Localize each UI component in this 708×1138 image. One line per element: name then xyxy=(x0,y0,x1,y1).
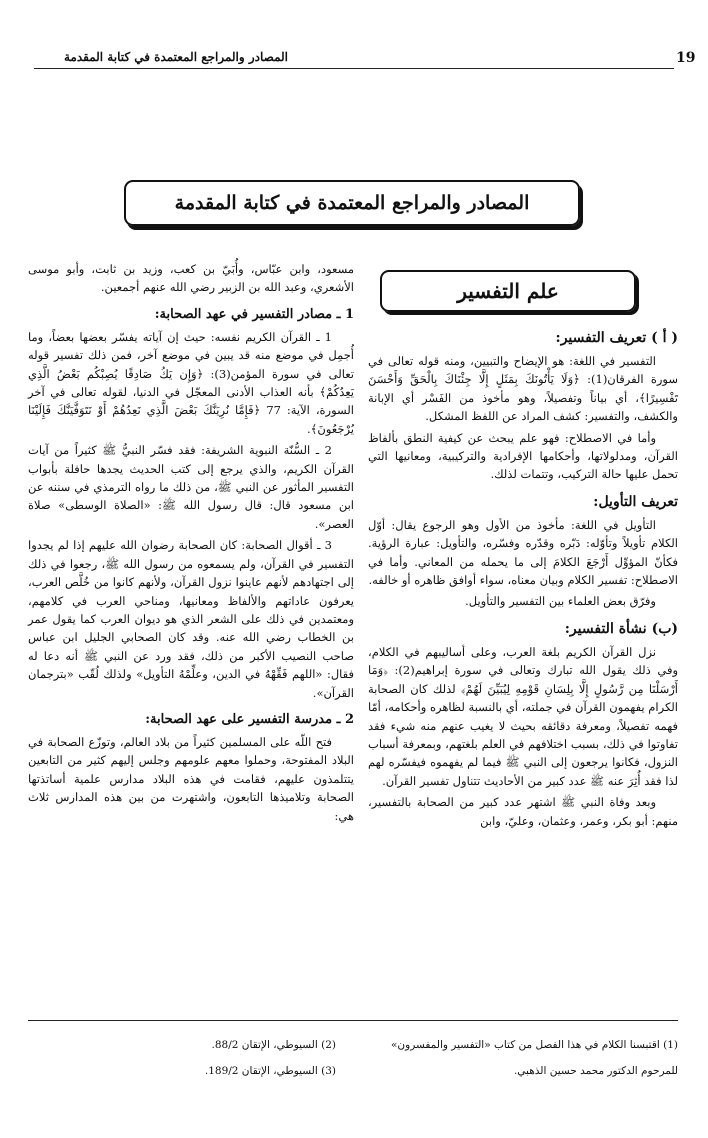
page-number: 19 xyxy=(676,50,696,66)
left-column xyxy=(28,260,354,825)
page-title: المصادر والمراجع المعتمدة في كتابة المقدمة xyxy=(174,192,530,214)
section-title: علم التفسير xyxy=(457,279,559,303)
paragraph: وبعد وفاة النبي ﷺ اشتهر عدد كبير من الصحابة بالتفسير، منهم: أبو بكر، وعمر، وعثمان، وعليّ، وابن xyxy=(368,795,678,828)
heading-school: 2 ـ مدرسة التفسير على عهد الصحابة: xyxy=(145,711,354,727)
footnote-rule xyxy=(28,1020,678,1021)
footnote-1: (1) اقتبسنا الكلام في هذا الفصل من كتاب «التفسير والمفسرون» xyxy=(391,1039,678,1051)
footnote-1-cont: للمرحوم الدكتور محمد حسين الذهبي. xyxy=(513,1065,678,1077)
running-title: المصادر والمراجع المعتمدة في كتابة المقدمة xyxy=(63,50,288,64)
paragraph: 2 ـ السُّنّة النبوية الشريفة: فقد فسّر النبيُّ ﷺ كثيراً من آيات القرآن الكريم، والذي يرجع إلى كتب الحديث يجدها حافلة بأبواب التفسير المأثور عن النبي ﷺ، من ذلك ما رواه الترمذي في سننه عن ابن مسعود قال: قال رسول الله ﷺ: «الصلاة الوسطى» صلاة العصر». xyxy=(28,443,354,531)
paragraph: فتح اللّه على المسلمين كثيراً من بلاد العالم، وتوزّع الصحابة في البلاد المفتوحة، وحملوا معهم علومهم وجلس إليهم كثير من التابعين يتتلمذون عليهم، فقامت في هذه البلاد مدارس علمية أساتذتها الصحابة وتلاميذها التابعون، واشتهرت من بين هذه المدارس ثلاث هي: xyxy=(28,734,354,823)
paragraph: وفرّق بعض العلماء بين التفسير والتأويل. xyxy=(465,594,656,609)
header-rule xyxy=(34,68,674,69)
heading-origin: (ب) نشأة التفسير: xyxy=(564,620,678,637)
right-column xyxy=(368,260,678,830)
page-title-box xyxy=(124,180,580,226)
paragraph: التفسير في اللغة: هو الإيضاح والتبيين، ومنه قوله تعالى في سورة الفرقان(1): ﴿وَلَا يَأْتُونَكَ بِمَثَلٍ إِلَّا جِئْنَاكَ بِالْحَقِّ وَأَحْسَنَ تَفْسِيرًا﴾، أي بياناً وتفصيلاً، وهو مأخوذ من الفَسْر أي الإبانة والكشف، والتفسير: كشف المراد عن اللفظ المشكل. xyxy=(368,354,678,424)
section-title-box xyxy=(380,270,636,312)
paragraph: نزل القرآن الكريم بلغة العرب، وعلى أساليبهم في الكلام، وفي ذلك يقول الله تبارك وتعالى في سورة إبراهيم(2): ﴿وَمَا أَرْسَلْنَا مِن رَّسُولٍ إِلَّا بِلِسَانِ قَوْمِهِ لِيُبَيِّنَ لَهُمْ﴾ لذلك كان الصحابة الكرام يفهمون القرآن في جملته، أي بالنسبة لظاهره وأحكامه، أمّا فهمه تفصيلاً، ومعرفة دقائقه بحيث لا يغيب عنهم منه شيء فقد تفاوتوا في ذلك، بسبب اختلافهم في العلم بلغتهم، وبمعرفة أسباب النزول، فكانوا يرجعون إلى النبي ﷺ فيما لم يفهموه فيفسّره لهم لذا فقد أُثِرَ عنه ﷺ عدد كبير من الأحاديث تتناول تفسير القرآن. xyxy=(368,644,678,788)
footnote-2: (2) السيوطي، الإتقان 88/2. xyxy=(211,1039,336,1051)
footnote-3: (3) السيوطي، الإتقان 189/2. xyxy=(204,1065,336,1077)
heading-tawil: تعريف التأويل: xyxy=(593,493,678,510)
paragraph: وأما في الاصطلاح: فهو علم يبحث عن كيفية النطق بألفاظ القرآن، ومدلولاتها، وأحكامها الإفرادية والتركيبية، ومعانيها التي تحمل عليها حالة التركيب، وتتمات لذلك. xyxy=(368,430,678,482)
paragraph: 3 ـ أقوال الصحابة: كان الصحابة رضوان الله عليهم إذا لم يجدوا التفسير في القرآن، ولم يسمعوه من رسول الله ﷺ، رجعوا في ذلك إلى اجتهادهم لأنهم عاينوا نزول القرآن، ولأنهم كانوا من خُلَّص العرب، يعرفون عاداتهم والألفاظ ومعانيها، ومناحي العرب في كلامهم، ومعتمدين في ذلك على الشعر الذي هو ديوان العرب كما يقول عمر بن الخطاب رضي الله عنه. وقد كان الصحابي الجليل ابن عباس صاحب النصيب الأكبر من ذلك، فقد ورد عن النبي ﷺ أنه دعا له فقال: «اللهم فَقِّهْهُ في الدين، وعلِّمْهُ التأويل» ولذلك لُقّب «بترجمان القرآن». xyxy=(28,538,354,700)
paragraph: التأويل في اللغة: مأخوذ من الأول وهو الرجوع يقال: أوّل الكلام تأويلاً وتأوّله: دَبّره وقدّره وفسّره، والتأويل: عبارة الرؤية. فكأنّ المؤوِّل أَرْجَعَ الكلامَ إلى ما يحمله من المعاني. وأما في الاصطلاح: تفسير الكلام وبيان معناه، سواء أوافق ظاهره أو خالفه. xyxy=(368,517,678,588)
paragraph: 1 ـ القرآن الكريم نفسه: حيث إن آياته يفسّر بعضها بعضاً، وما أُجمِل في موضع منه قد يبين في موضع آخر، فمن ذلك تفسير قوله تعالى في سورة المؤمن(3): ﴿وَإِن يَكُ صَادِقًا يُصِبْكُم بَعْضُ الَّذِي يَعِدُكُمْ﴾ بأنه العذاب الأدنى المعجّل في الدنيا، لقوله تعالى في آخر السورة، الآية: 77 ﴿فَإِمَّا نُرِيَنَّكَ بَعْضَ الَّذِي نَعِدُهُمْ أَوْ نَتَوَفَّيَنَّكَ فَإِلَيْنَا يُرْجَعُونَ﴾. xyxy=(28,329,355,436)
paragraph: مسعود، وابن عبّاس، وأُبَيّ بن كعب، وزيد بن ثابت، وأبو موسى الأشعري، وعبد الله بن الزبير رضي الله عنهم أجمعين. xyxy=(28,262,354,295)
heading-sources: 1 ـ مصادر التفسير في عهد الصحابة: xyxy=(154,306,354,322)
heading-definition: ( أ ) تعريف التفسير: xyxy=(555,330,678,346)
